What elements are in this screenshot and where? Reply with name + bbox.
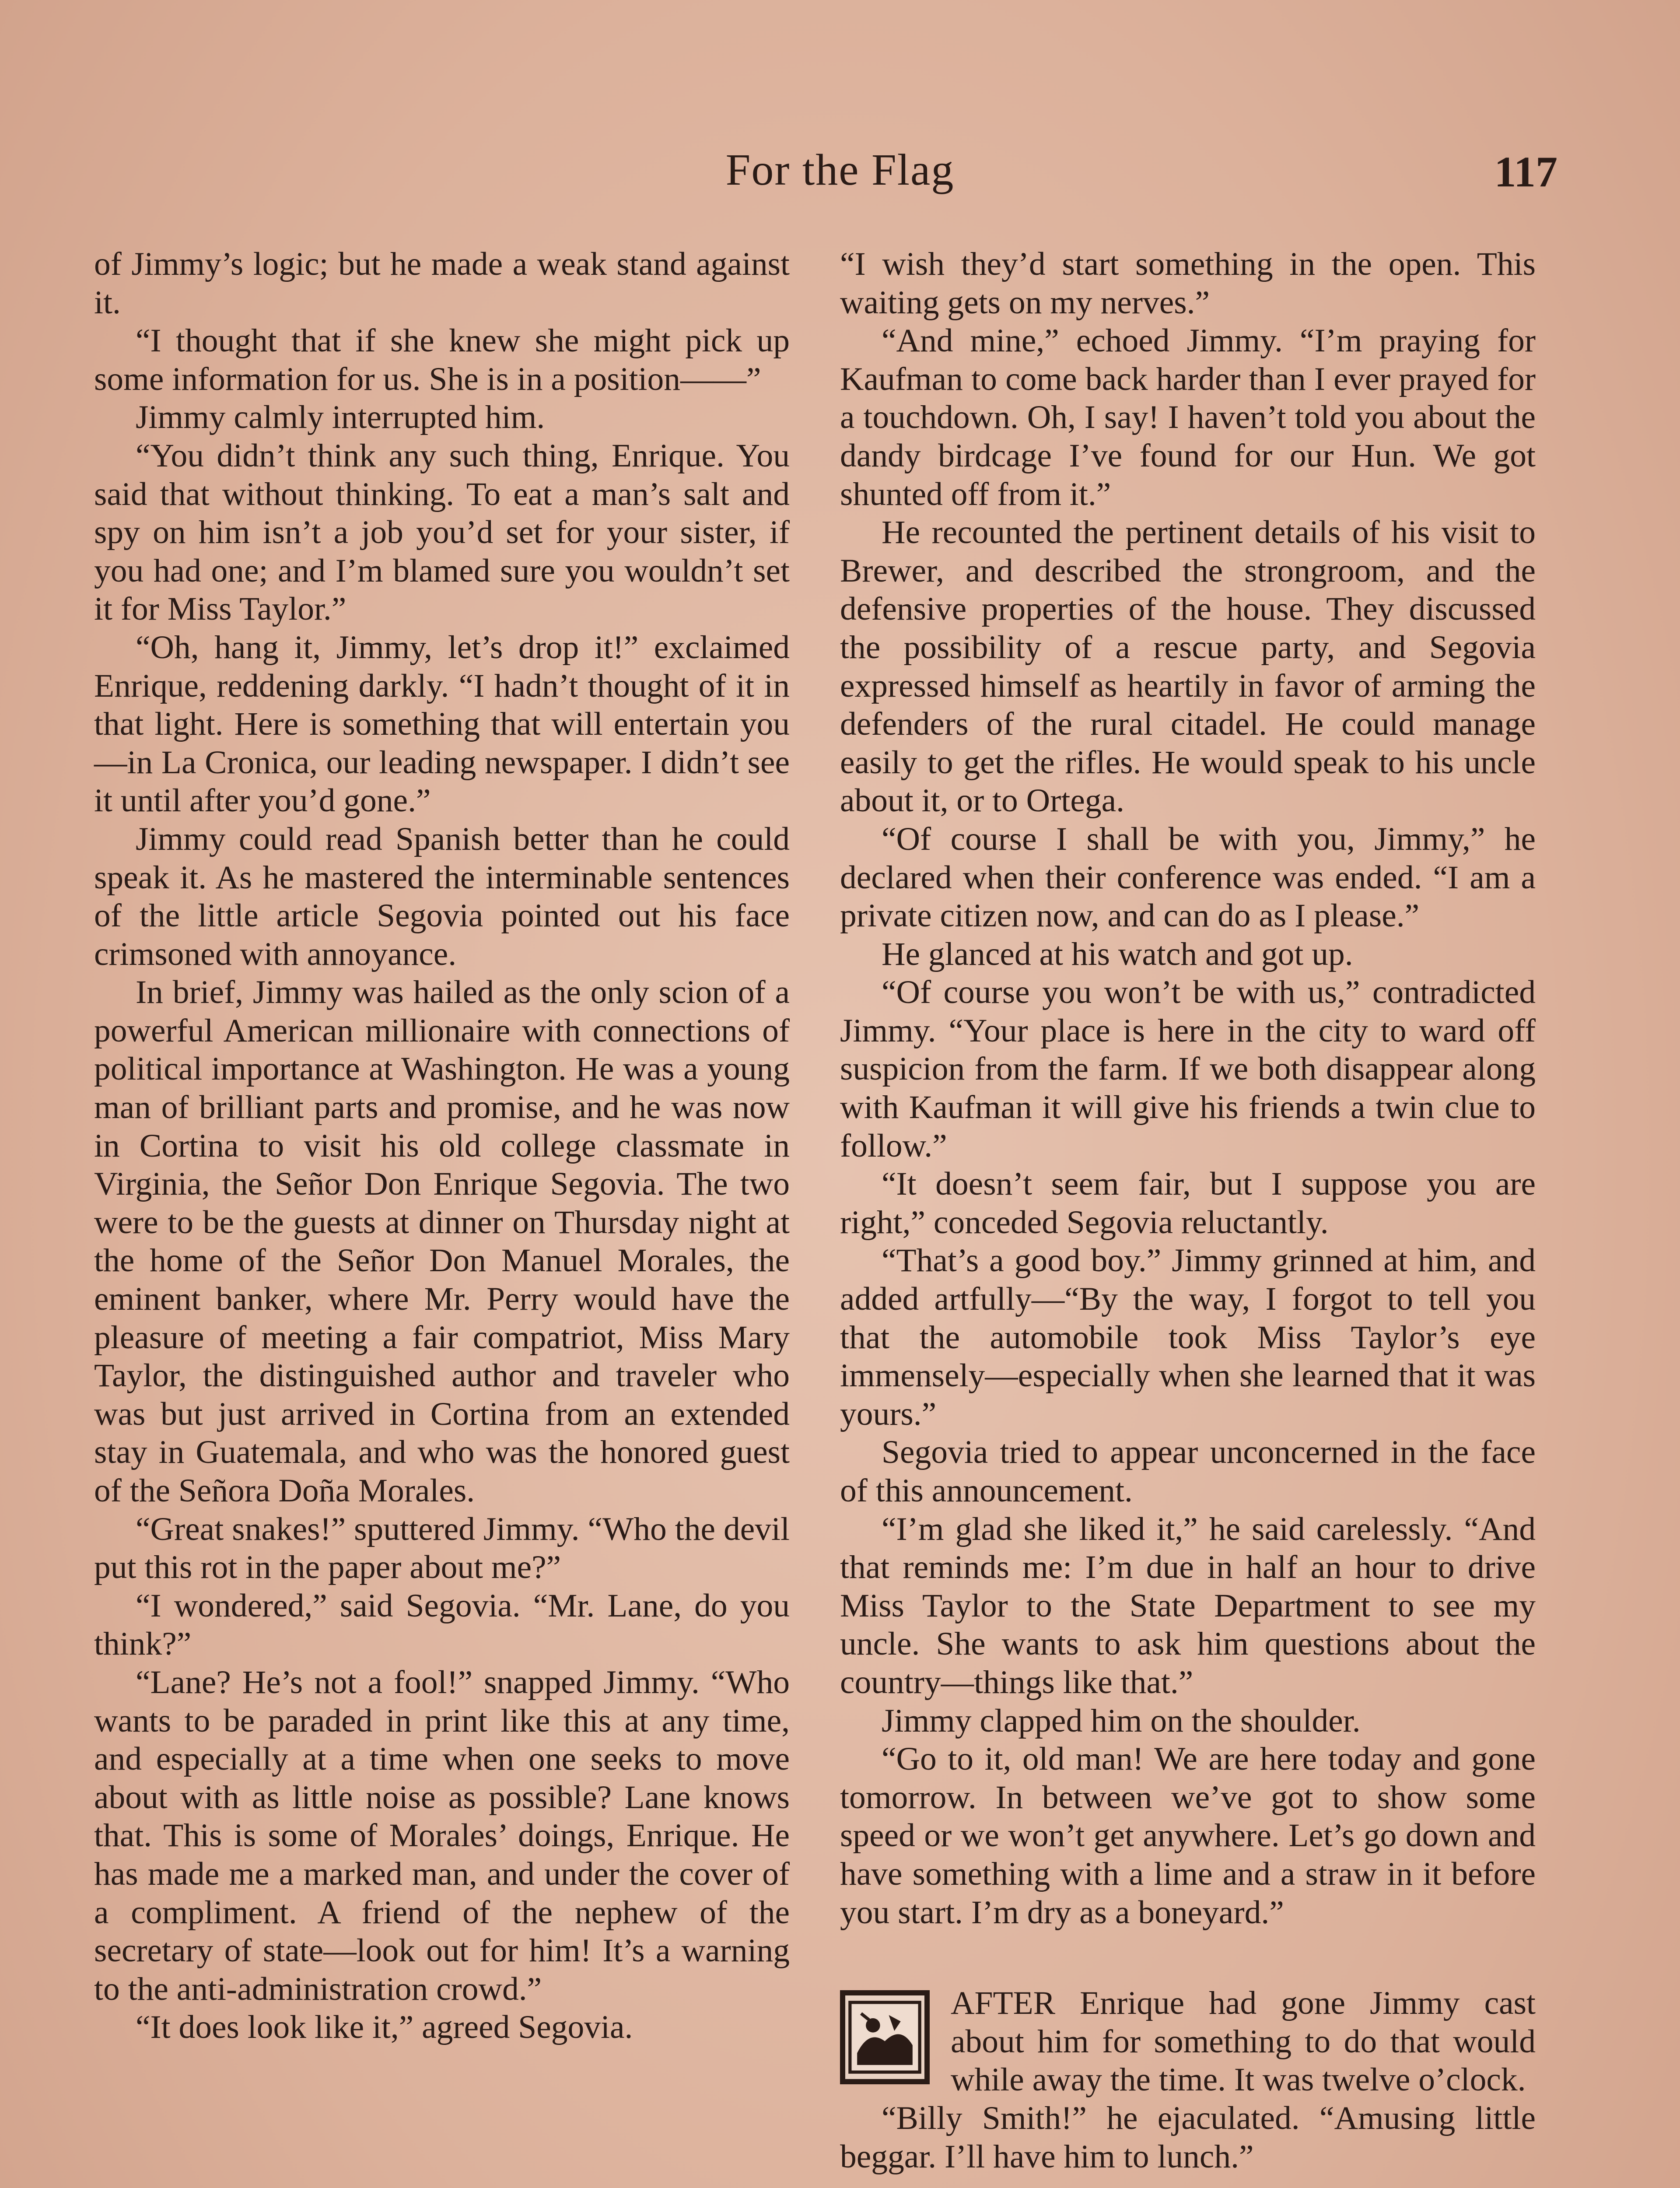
paragraph: Jimmy clapped him on the shoulder.	[882, 1702, 1361, 1739]
paragraph: “Billy Smith!” he ejaculated. “Amusing little beggar. I’ll have him to lunch.”	[840, 2100, 1536, 2175]
page-number: 117	[1494, 147, 1558, 196]
paragraph: “I’m glad she liked it,” he said carelessly. “And that reminds me: I’m due in half an hour to drive Miss Taylor to the State Department to see my uncle. She wants to ask him questions about the country—things like that.”	[840, 1511, 1536, 1701]
paragraph: He recounted the pertinent details of his visit to Brewer, and described the strongroom, and the defensive properties of the house. They discussed the possibility of a rescue party, and Segovia expressed himself as heartily in favor of arming the defenders of the rural citadel. He could manage easily to get the rifles. He would speak to his uncle about it, or to Ortega.	[840, 514, 1536, 819]
paragraph: “Oh, hang it, Jimmy, let’s drop it!” exclaimed Enrique, reddening darkly. “I hadn’t thought of it in that light. Here is something that will entertain you—in La Cronica, our leading newspaper. I didn’t see it until after you’d gone.”	[94, 629, 790, 819]
paragraph: of Jimmy’s logic; but he made a weak stand against it.	[94, 246, 790, 321]
paragraph: “Go to it, old man! We are here today and gone tomorrow. In between we’ve got to show some speed or we won’t get anywhere. Let’s go down and have something with a lime and a straw in it before you start. I’m dry as a boneyard.”	[840, 1741, 1536, 1931]
paragraph: “That’s a good boy.” Jimmy grinned at him, and added artfully—“By the way, I forgot to tell you that the automobile took Miss Taylor’s eye immensely—especially when she learned that it was yours.”	[840, 1242, 1536, 1432]
section-break	[840, 1984, 1536, 2176]
paragraph: “And mine,” echoed Jimmy. “I’m praying for Kaufman to come back harder than I ever prayed for a touchdown. Oh, I say! I haven’t told you about the dandy birdcage I’ve found for our Hun. We got shunted off from it.”	[840, 323, 1536, 512]
right-column-paragraphs	[840, 245, 1536, 1932]
section-opening-text: Enrique had gone Jimmy cast about him for something to do that would while away the time. It was twelve o’clock.	[951, 1985, 1536, 2098]
running-header-title: For the Flag	[725, 145, 955, 195]
section-lead-words: AFTER	[951, 1985, 1056, 2022]
paragraph: “Of course I shall be with you, Jimmy,” he declared when their conference was ended. “I am a private citizen now, and can do as I please.”	[840, 820, 1536, 934]
paragraph: “Lane? He’s not a fool!” snapped Jimmy. “Who wants to be paraded in print like this at any time, and especially at a time when one seeks to move about with as little noise as possible? Lane knows that. This is some of Morales’ doings, Enrique. He has made me a marked man, and under the cover of a compliment. A friend of the nephew of the secretary of state—look out for him! It’s a warning to the anti-administration crowd.”	[94, 1664, 790, 2007]
section-paragraphs	[840, 2099, 1536, 2176]
paragraph: “I thought that if she knew she might pick up some information for us. She is in a position——”	[94, 323, 790, 397]
paragraph: “You didn’t think any such thing, Enrique. You said that without thinking. To eat a man’s salt and spy on him isn’t a job you’d set for your sister, if you had one; and I’m blamed sure you wouldn’t set it for Miss Taylor.”	[94, 437, 790, 628]
ornament-drawing	[845, 1995, 924, 2079]
decorative-initial-ornament-icon	[840, 1990, 930, 2084]
right-text-column	[840, 245, 1536, 2176]
paragraph: “It does look like it,” agreed Segovia.	[136, 2009, 633, 2046]
paragraph: “I wish they’d start something in the open. This waiting gets on my nerves.”	[840, 246, 1536, 321]
paragraph: Jimmy could read Spanish better than he could speak it. As he mastered the interminable sentences of the little article Segovia pointed out his face crimsoned with annoyance.	[94, 820, 790, 972]
paragraph: He glanced at his watch and got up.	[882, 936, 1353, 972]
section-opening-paragraph	[840, 1984, 1536, 2099]
paragraph: Jimmy calmly interrupted him.	[136, 399, 545, 436]
paragraph: “It doesn’t seem fair, but I suppose you are right,” conceded Segovia reluctantly.	[840, 1166, 1536, 1241]
paragraph: “Great snakes!” sputtered Jimmy. “Who the devil put this rot in the paper about me?”	[94, 1511, 790, 1586]
paragraph: Segovia tried to appear unconcerned in the face of this announcement.	[840, 1434, 1536, 1509]
paragraph: “Of course you won’t be with us,” contradicted Jimmy. “Your place is here in the city to ward off suspicion from the farm. If we both disappear along with Kaufman it will give his friends a twin clue to follow.”	[840, 974, 1536, 1164]
paragraph: In brief, Jimmy was hailed as the only scion of a powerful American millionaire with connections of political importance at Washington. He was a young man of brilliant parts and promise, and he was now in Cortina to visit his old college classmate in Virginia, the Señor Don Enrique Segovia. The two were to be the guests at dinner on Thursday night at the home of the Señor Don Manuel Morales, the eminent banker, where Mr. Perry would have the pleasure of meeting a fair compatriot, Miss Mary Taylor, the distinguished author and traveler who was but just arrived in Cortina from an extended stay in Guatemala, and who was the honored guest of the Señora Doña Morales.	[94, 974, 790, 1509]
left-text-column	[94, 245, 790, 2047]
paragraph: “I wondered,” said Segovia. “Mr. Lane, do you think?”	[94, 1587, 790, 1662]
